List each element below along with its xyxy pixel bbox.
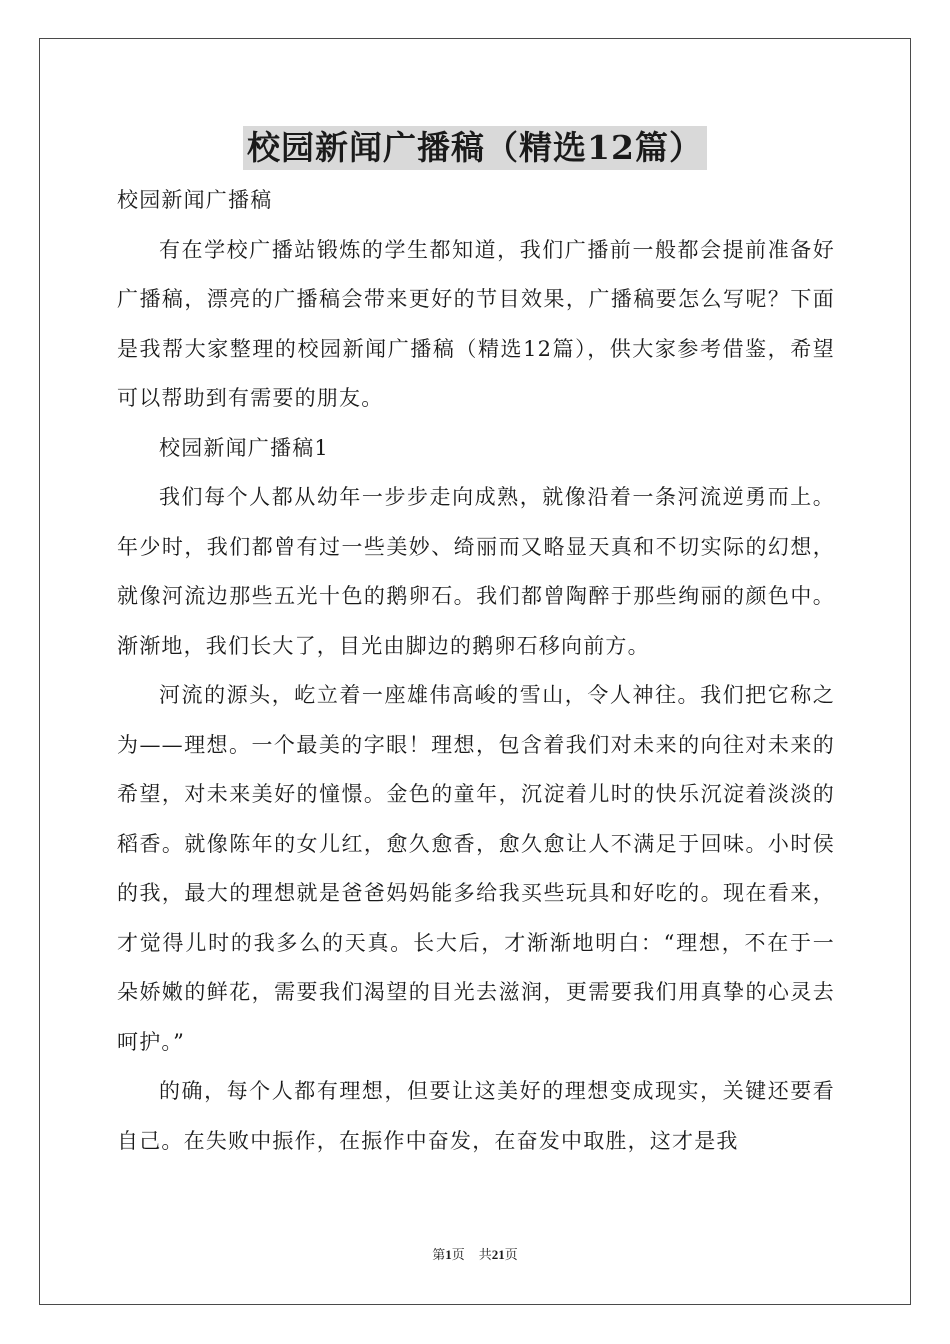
page-current: 1 xyxy=(445,1247,452,1262)
total-suffix: 页 xyxy=(504,1247,518,1262)
page-footer xyxy=(0,1246,950,1264)
paragraph-intro: 有在学校广播站锻炼的学生都知道，我们广播前一般都会提前准备好广播稿，漂亮的广播稿会带来更好的节目效果，广播稿要怎么写呢？下面是我帮大家整理的校园新闻广播稿（精选12篇），供大家参考借鉴，希望可以帮助到有需要的朋友。 xyxy=(117,237,835,410)
page-mid: 页 xyxy=(451,1247,465,1262)
document-subtitle: 校园新闻广播稿 xyxy=(117,188,273,212)
title-container xyxy=(0,126,950,170)
section-heading: 校园新闻广播稿1 xyxy=(159,435,329,460)
document-title: 校园新闻广播稿（精选12篇） xyxy=(243,126,707,170)
paragraph: 的确，每个人都有理想，但要让这美好的理想变成现实，关键还要看自己。在失败中振作，在振作中奋发，在奋发中取胜，这才是我 xyxy=(117,1079,835,1153)
page-total: 21 xyxy=(491,1247,505,1262)
paragraph: 我们每个人都从幼年一步步走向成熟，就像沿着一条河流逆勇而上。年少时，我们都曾有过一些美妙、绮丽而又略显天真和不切实际的幻想，就像河流边那些五光十色的鹅卵石。我们都曾陶醉于那些绚丽的颜色中。渐渐地，我们长大了，目光由脚边的鹅卵石移向前方。 xyxy=(117,485,835,658)
total-prefix: 共 xyxy=(478,1247,492,1262)
document-body xyxy=(117,176,835,1166)
page-prefix: 第 xyxy=(432,1247,446,1262)
paragraph: 河流的源头，屹立着一座雄伟高峻的雪山，令人神往。我们把它称之为——理想。一个最美的字眼！理想，包含着我们对未来的向往对未来的希望，对未来美好的憧憬。金色的童年，沉淀着儿时的快乐沉淀着淡淡的稻香。就像陈年的女儿红，愈久愈香，愈久愈让人不满足于回味。小时侯的我，最大的理想就是爸爸妈妈能多给我买些玩具和好吃的。现在看来，才觉得儿时的我多么的天真。长大后，才渐渐地明白：“理想，不在于一朵娇嫩的鲜花，需要我们渴望的目光去滋润，更需要我们用真挚的心灵去呵护。” xyxy=(117,683,835,1054)
